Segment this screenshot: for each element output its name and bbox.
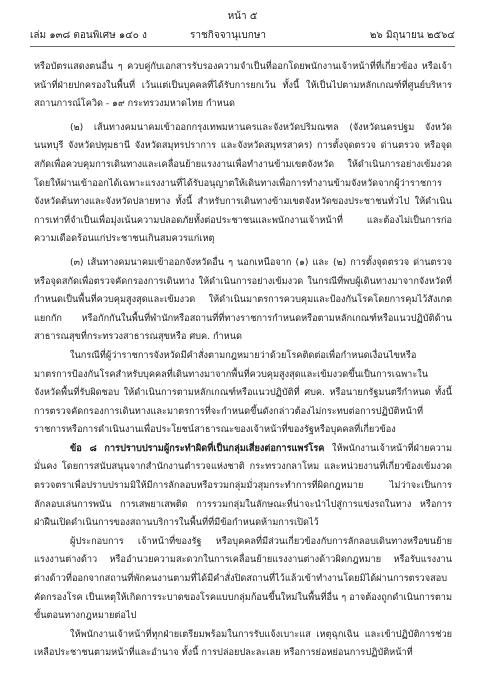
clause-8-text: ให้พนักงานเจ้าหน้าที่ฝ่ายความมั่นคง โดยการสนับสนุนจากสำนักงานตำรวจแห่งชาติ กระทรวงกลาโหม และหน่วยงานที่เกี่ยวข้องเข้มงวดตรวจตราเพื่อปราบปรามมิให้มีการลักลอบหรือรวมกลุ่มมั่วสุมกระทำการที่ผิดกฎหมาย ไม่ว่าจะเป็นการลักลอบเล่นการพนัน การเสพยาเสพติด การรวมกลุ่มในลักษณะที่น่าจะนำไปสู่การแข่งรถในทาง หรือการฝ่าฝืนเปิดดำเนินการของสถานบริการในพื้นที่ที่มีข้อกำหนดห้ามการเปิดไว้ <box>34 442 453 529</box>
paragraph-clause-8 <box>34 440 452 533</box>
page-number: หน้า ๕ <box>227 11 258 22</box>
document-body <box>34 58 452 663</box>
publication-date: ๒๖ มิถุนายน ๒๕๖๔ <box>369 30 455 41</box>
paragraph-officers: ให้พนักงานเจ้าหน้าที่ทุกฝ่ายเตรียมพร้อมในการรับแจ้งเบาะแส เหตุฉุกเฉิน และเข้าปฏิบัติการช่วยเหลือประชาชนตามหน้าที่และอำนาจ ทั้งนี้ การปล่อยปละละเลย หรือการย่อหย่อนการปฏิบัติหน้าที่ <box>34 628 452 659</box>
paragraph-item-3: (๓) เส้นทางคมนาคมเข้าออกจังหวัดอื่น ๆ นอกเหนือจาก (๑) และ (๒) การตั้งจุดตรวจ ด่านตรวจ หรือจุดสกัดเพื่อตรวจคัดกรองการเดินทาง ให้ดำเนินการอย่างเข้มงวด ในกรณีที่พบผู้เดินทางมาจากจังหวัดที่กำหนดเป็นพื้นที่ควบคุมสูงสุดและเข้มงวด ให้ดำเนินมาตรการควบคุมและป้องกันโรคโดยการคุมไว้สังเกต แยกกัก หรือกักกันในพื้นที่พำนักหรือสถานที่ที่ทางราชการกำหนดหรือตามหลักเกณฑ์หรือแนวปฏิบัติด้านสาธารณสุขที่กระทรวงสาธารณสุขหรือ ศบค. กำหนด <box>34 256 452 343</box>
paragraph-continuation: หรือบัตรแสดงตนอื่น ๆ ควบคู่กับเอกสารรับรองความจำเป็นที่ออกโดยพนักงานเจ้าหน้าที่ที่เกี่ยวข้อง หรือเจ้าหน้าที่ฝ่ายปกครองในพื้นที่ เว้นแต่เป็นบุคคลที่ได้รับการยกเว้น ทั้งนี้ ให้เป็นไปตามหลักเกณฑ์ที่ศูนย์บริหารสถานการณ์โควิด - ๑๙ กระทรวงมหาดไทย กำหนด <box>34 61 452 110</box>
header-divider <box>30 46 455 47</box>
gazette-header <box>30 28 455 43</box>
volume-info: เล่ม ๑๓๘ ตอนพิเศษ ๑๔๐ ง <box>30 30 147 41</box>
paragraph-operators: ผู้ประกอบการ เจ้าหน้าที่ของรัฐ หรือบุคคลที่มีส่วนเกี่ยวข้องกับการลักลอบเดินทางหรือขนย้ายแรงงานต่างด้าว หรืออำนวยความสะดวกในการเคลื่อนย้ายแรงงานต่างด้าวผิดกฎหมาย หรือรับแรงงานต่างด้าวที่ออกจากสถานที่พักคนงานตามที่ได้มีคำสั่งปิดสถานที่ไว้แล้วเข้าทำงานโดยมิได้ผ่านการตรวจสอบคัดกรองโรค เป็นเหตุให้เกิดการระบาดของโรคแบบกลุ่มก้อนขึ้นใหม่ในพื้นที่อื่น ๆ อาจต้องถูกดำเนินการตามขั้นตอนทางกฎหมายต่อไป <box>34 535 452 622</box>
gazette-title: ราชกิจจานุเบกษา <box>190 30 267 41</box>
paragraph-governor-order: ในกรณีที่ผู้ว่าราชการจังหวัดมีคำสั่งตามกฎหมายว่าด้วยโรคติดต่อเพื่อกำหนดเงื่อนไขหรือมาตรการป้องกันโรคสำหรับบุคคลที่เดินทางมาจากพื้นที่ควบคุมสูงสุดและเข้มงวดขึ้นเป็นการเฉพาะในจังหวัดพื้นที่รับผิดชอบ ให้ดำเนินการตามหลักเกณฑ์หรือแนวปฏิบัติที่ ศบค. หรือนายกรัฐมนตรีกำหนด ทั้งนี้ การตรวจคัดกรองการเดินทางและมาตรการที่จะกำหนดขึ้นดังกล่าวต้องไม่กระทบต่อการปฏิบัติหน้าที่ราชการหรือการดำเนินงานเพื่อประโยชน์สาธารณะของเจ้าหน้าที่ของรัฐหรือบุคคลที่เกี่ยวข้อง <box>34 349 452 436</box>
clause-8-heading: ข้อ ๘ การปราบปรามผู้กระทำผิดที่เป็นกลุ่มเสี่ยงต่อการแพร่โรค <box>70 442 325 454</box>
paragraph-item-2: (๒) เส้นทางคมนาคมเข้าออกกรุงเทพมหานครและจังหวัดปริมณฑล (จังหวัดนครปฐม จังหวัดนนทบุรี จังหวัดปทุมธานี จังหวัดสมุทรปราการ และจังหวัดสมุทรสาคร) การตั้งจุดตรวจ ด่านตรวจ หรือจุดสกัดเพื่อควบคุมการเดินทางและเคลื่อนย้ายแรงงานเพื่อทำงานข้ามเขตจังหวัด ให้ดำเนินการอย่างเข้มงวด โดยให้ผ่านเข้าออกได้เฉพาะแรงงานที่ได้รับอนุญาตให้เดินทางเพื่อการทำงานข้ามจังหวัดจากผู้ว่าราชการจังหวัดต้นทางและจังหวัดปลายทาง ทั้งนี้ สำหรับการเดินทางข้ามเขตจังหวัดของประชาชนทั่วไป ให้ดำเนินการเท่าที่จำเป็นเพื่อมุ่งเน้นความปลอดภัยทั้งต่อประชาชนและพนักงานเจ้าหน้าที่ และต้องไม่เป็นการก่อความเดือดร้อนแก่ประชาชนเกินสมควรแก่เหตุ <box>34 121 452 245</box>
